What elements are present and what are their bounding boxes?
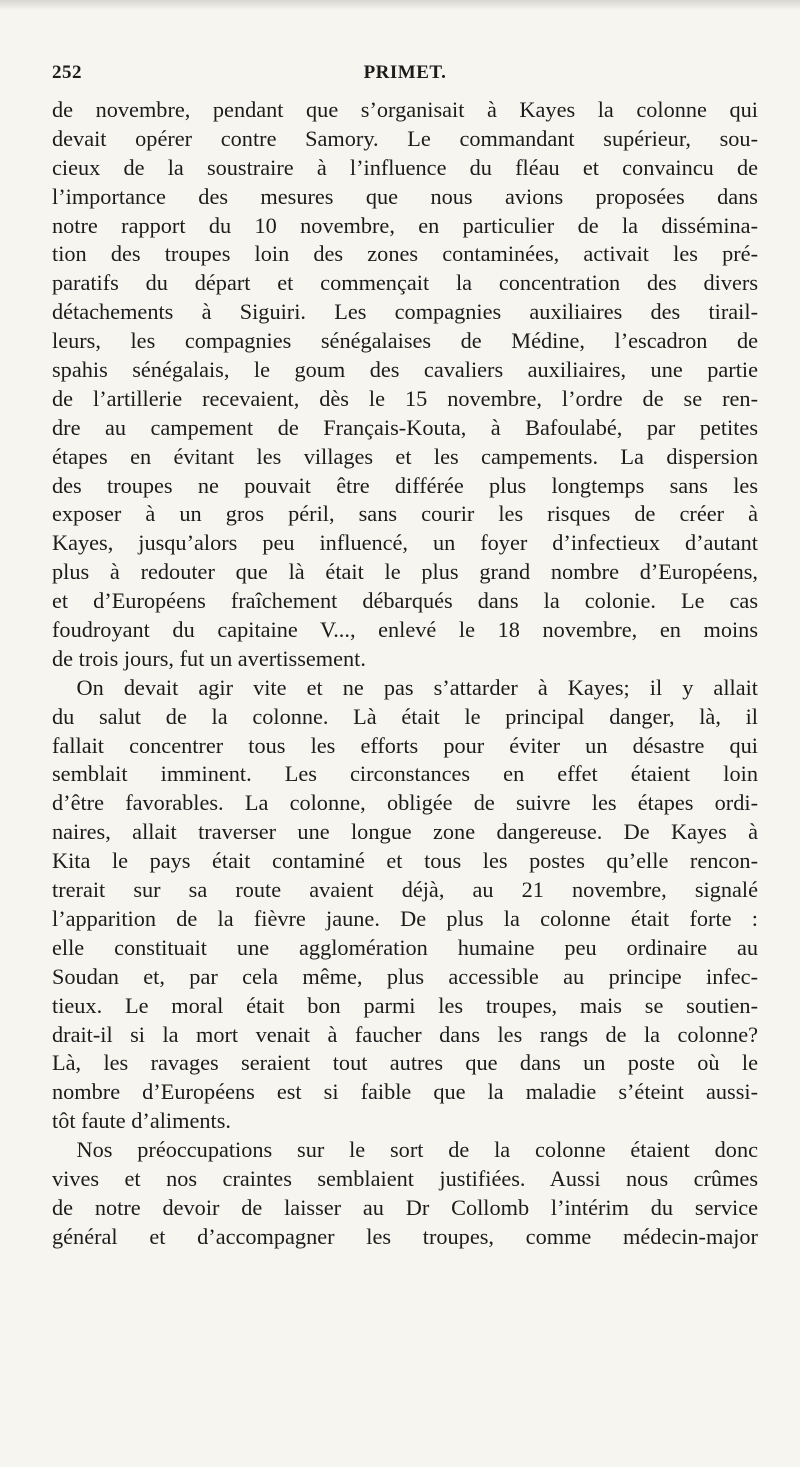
text-line: cieux de la soustraire à l’influence du fléau et convaincu de xyxy=(52,154,758,180)
text-line: exposer à un gros péril, sans courir les risques de créer à xyxy=(52,501,758,527)
document-page xyxy=(52,62,758,1252)
text-line: Là, les ravages seraient tout autres que dans un poste où le xyxy=(52,1050,758,1076)
text-line: détachements à Siguiri. Les compagnies auxiliaires des tirail- xyxy=(52,299,758,325)
text-line: plus à redouter que là était le plus grand nombre d’Européens, xyxy=(52,559,758,585)
text-line: l’apparition de la fièvre jaune. De plus la colonne était forte : xyxy=(52,905,758,931)
text-line: étapes en évitant les villages et les campements. La dispersion xyxy=(52,443,758,469)
text-line: drait-il si la mort venait à faucher dans les rangs de la colonne? xyxy=(52,1021,758,1047)
text-line: tôt faute d’aliments. xyxy=(52,1108,231,1134)
text-line: général et d’accompagner les troupes, comme médecin-major xyxy=(52,1223,758,1249)
text-line: elle constituait une agglomération humaine peu ordinaire au xyxy=(52,934,758,960)
page-number: 252 xyxy=(52,62,82,83)
text-line: de l’artillerie recevaient, dès le 15 novembre, l’ordre de se ren- xyxy=(52,385,758,411)
text-line: tion des troupes loin des zones contaminées, activait les pré- xyxy=(52,241,758,267)
text-line: d’être favorables. La colonne, obligée de suivre les étapes ordi- xyxy=(52,790,758,816)
text-line: Kita le pays était contaminé et tous les postes qu’elle rencon- xyxy=(52,848,758,874)
body-text xyxy=(52,96,758,1252)
text-line: On devait agir vite et ne pas s’attarder à Kayes; il y allait xyxy=(76,674,758,700)
text-line: naires, allait traverser une longue zone dangereuse. De Kayes à xyxy=(52,819,758,845)
text-line: de notre devoir de laisser au Dr Collomb l’intérim du service xyxy=(52,1194,758,1220)
text-line: paratifs du départ et commençait la concentration des divers xyxy=(52,270,758,296)
text-line: des troupes ne pouvait être différée plus longtemps sans les xyxy=(52,472,758,498)
text-line: fallait concentrer tous les efforts pour éviter un désastre qui xyxy=(52,732,758,758)
text-line: trerait sur sa route avaient déjà, au 21 novembre, signalé xyxy=(52,877,758,903)
text-line: et d’Européens fraîchement débarqués dans la colonie. Le cas xyxy=(52,588,758,614)
text-line: notre rapport du 10 novembre, en particulier de la dissémina- xyxy=(52,212,758,238)
text-line: semblait imminent. Les circonstances en effet étaient loin xyxy=(52,761,758,787)
text-line: Soudan et, par cela même, plus accessible au principe infec- xyxy=(52,963,758,989)
text-line: leurs, les compagnies sénégalaises de Médine, l’escadron de xyxy=(52,328,758,354)
text-line: du salut de la colonne. Là était le principal danger, là, il xyxy=(52,703,758,729)
text-line: foudroyant du capitaine V..., enlevé le 18 novembre, en moins xyxy=(52,617,758,643)
text-line: spahis sénégalais, le goum des cavaliers auxiliaires, une partie xyxy=(52,357,758,383)
text-line: l’importance des mesures que nous avions proposées dans xyxy=(52,183,758,209)
text-line: tieux. Le moral était bon parmi les troupes, mais se soutien- xyxy=(52,992,758,1018)
text-line: de novembre, pendant que s’organisait à Kayes la colonne qui xyxy=(52,97,758,122)
text-line: Kayes, jusqu’alors peu influencé, un foyer d’infectieux d’autant xyxy=(52,530,758,556)
page-top-edge xyxy=(0,0,800,10)
text-line: Nos préoccupations sur le sort de la colonne étaient donc xyxy=(76,1137,758,1163)
text-line: dre au campement de Français-Kouta, à Bafoulabé, par petites xyxy=(52,414,758,440)
text-line: de trois jours, fut un avertissement. xyxy=(52,645,366,671)
text-line: nombre d’Européens est si faible que la maladie s’éteint aussi- xyxy=(52,1079,758,1105)
text-line: devait opérer contre Samory. Le commandant supérieur, sou- xyxy=(52,125,758,151)
page-header xyxy=(52,62,758,96)
running-title: PRIMET. xyxy=(363,62,447,83)
text-line: vives et nos craintes semblaient justifiées. Aussi nous crûmes xyxy=(52,1165,758,1191)
